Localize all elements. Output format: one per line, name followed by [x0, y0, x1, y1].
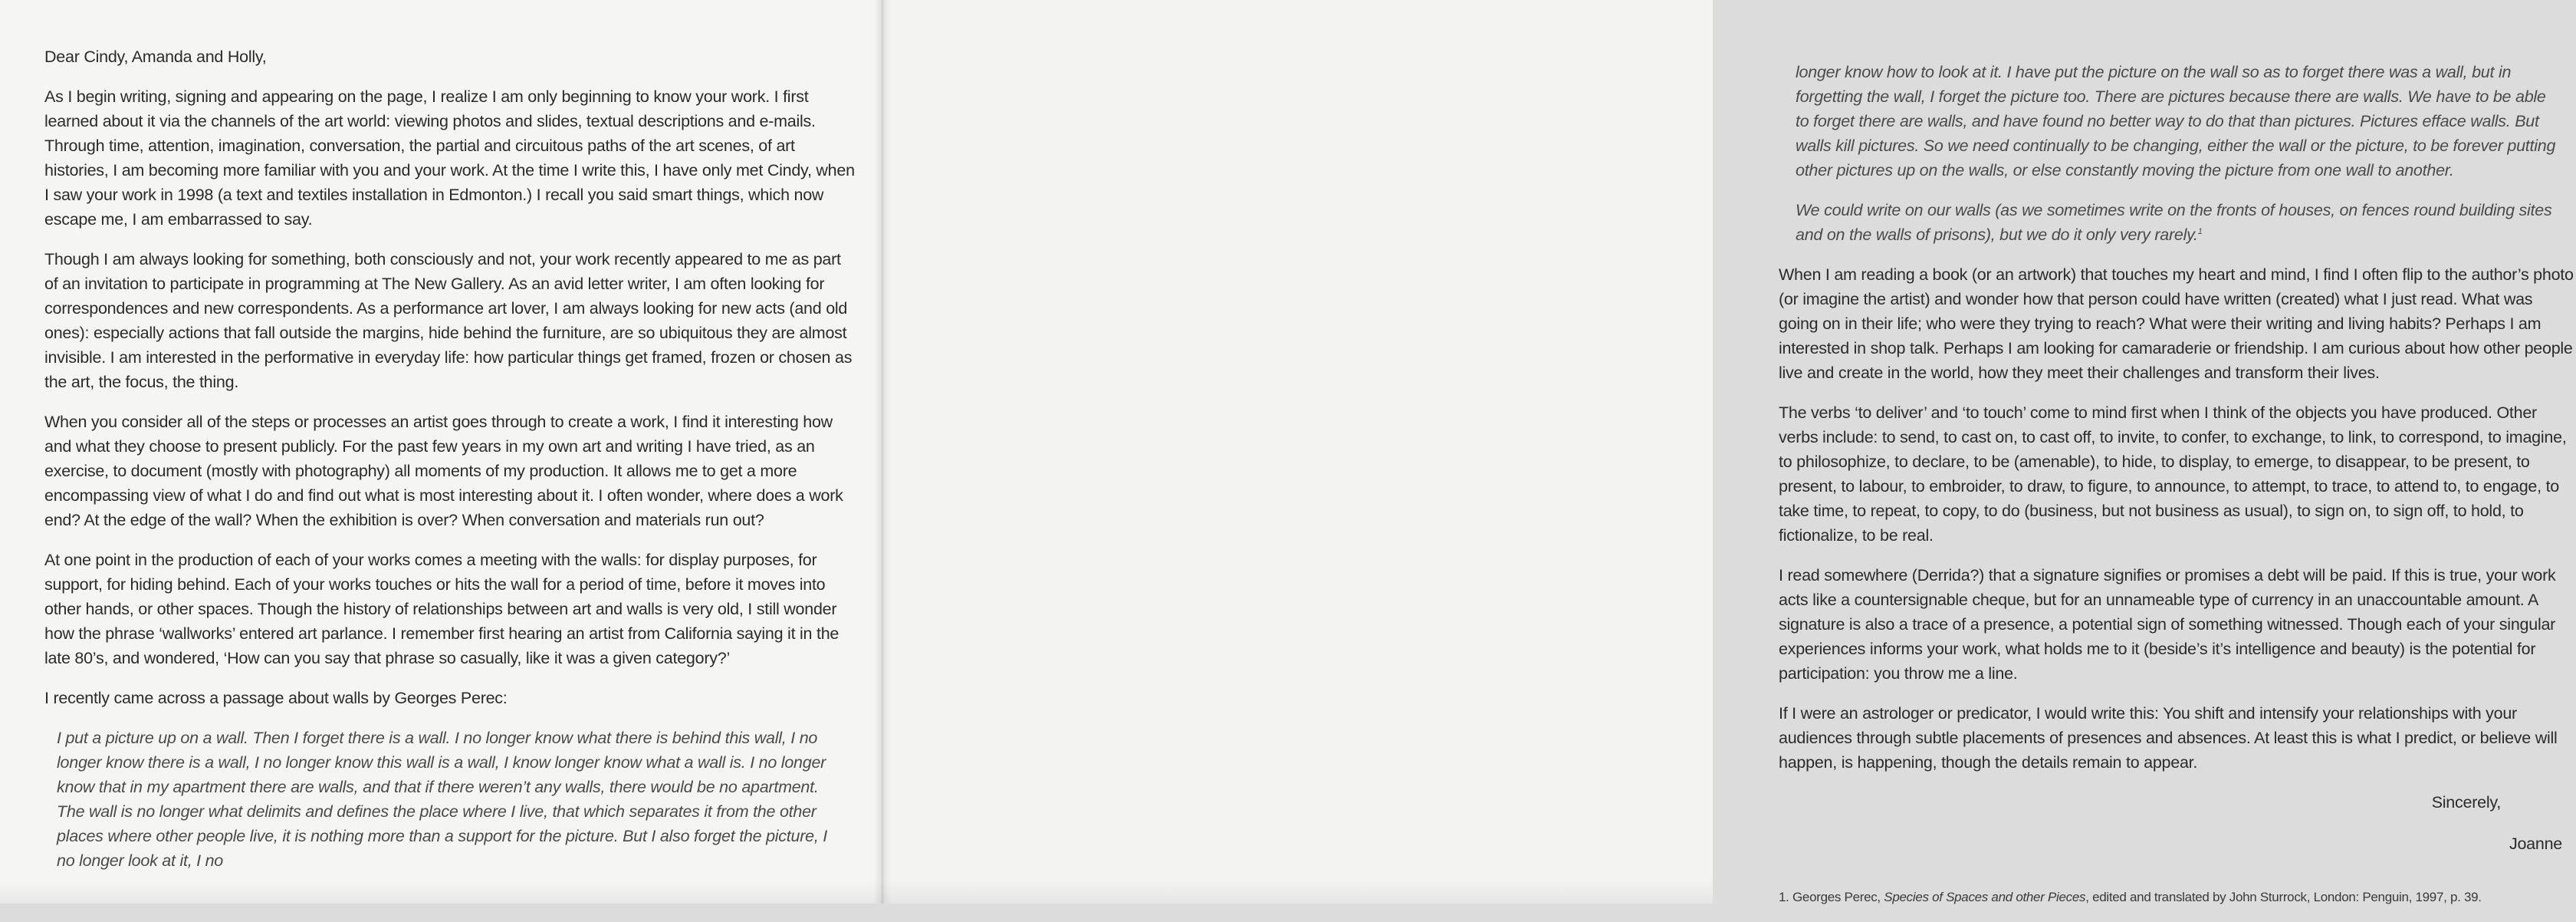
right-page: [882, 0, 2574, 904]
footnote-prefix: 1. Georges Perec,: [1779, 890, 1884, 904]
paragraph: If I were an astrologer or predicator, I would write this: You shift and intensify your relationships with your audiences through subtle placements of presences and absences. At least this is what I predict, or believe will happen, is happening, though the details remain to appear.: [1779, 704, 2558, 772]
paragraph: When I am reading a book (or an artwork) that touches my heart and mind, I find I often flip to the author’s photo (or imagine the artist) and wonder how that person could have written (created) what I just read. What was going on in their life; who were they trying to reach? What were their writing and living habits? Perhaps I am interested in shop talk. Perhaps I am looking for camaraderie or friendship. I am curious about how other people live and create in the world, how they meet their challenges and transform their lives.: [1779, 265, 2574, 382]
perec-quote-continued: longer know how to look at it. I have put the picture on the wall so as to forget there was a wall, but in forgetting the wall, I forget the picture too. There are pictures because there are walls. We have to be able to forget there are walls, and have found no better way to do that than pictures. Pictures efface walls. But walls kill pictures. So we need continually to be changing, either the wall or the picture, to be forever putting other pictures up on the walls, or else constantly moving the picture from one wall to another.: [1796, 63, 2556, 179]
footnote-suffix: , edited and translated by John Sturrock, London: Penguin, 1997, p. 39.: [2085, 890, 2482, 904]
closing: Sincerely,: [2431, 793, 2501, 812]
footnote-title: Species of Spaces and other Pieces: [1884, 890, 2086, 904]
left-page: [0, 0, 882, 904]
book-gutter: [874, 0, 891, 904]
paragraph: I read somewhere (Derrida?) that a signature signifies or promises a debt will be paid. If this is true, your work acts like a countersignable cheque, but for an unnameable type of currency in an unaccountable amount. A signature is also a trace of a presence, a potential sign of something witnessed. Though each of your singular experiences informs your work, what holds me to it (beside’s it’s intelligence and beauty) is the potential for participation: you throw me a line.: [1779, 566, 2556, 683]
paragraph: The verbs ‘to deliver’ and ‘to touch’ come to mind first when I think of the objects you have produced. Other verbs include: to send, to cast on, to cast off, to invite, to confer, to exchange, to link, to correspond, to imagine, to philosophize, to declare, to be (amenable), to hide, to display, to emerge, to disappear, to be present, to present, to labour, to embroider, to draw, to figure, to announce, to attempt, to trace, to attend to, to engage, to take time, to repeat, to copy, to do (business, but not business as usual), to sign on, to sign off, to hold, to fictionalize, to be real.: [1779, 403, 2567, 545]
paragraph: As I begin writing, signing and appearing on the page, I realize I am only beginning to know your work. I first learned about it via the channels of the art world: viewing photos and slides, textual descriptions and e-mails. Through time, attention, imagination, conversation, the partial and circuitous paths of the art scenes, of art histories, I am becoming more familiar with you and your work. At the time I write this, I have only met Cindy, when I saw your work in 1998 (a text and textiles installation in Edmonton.) I recall you said smart things, which now escape me, I am embarrassed to say.: [44, 87, 855, 229]
paragraph: At one point in the production of each of your works comes a meeting with the walls: for display purposes, for support, for hiding behind. Each of your works touches or hits the wall for a period of time, before it moves into other hands, or other spaces. Though the history of relationships between art and walls is very old, I still wonder how the phrase ‘wallworks’ entered art parlance. I remember first hearing an artist from California saying it in the late 80’s, and wondered, ‘How can you say that phrase so casually, like it was a given category?’: [44, 551, 840, 667]
quote-text: We could write on our walls (as we sometimes write on the fronts of houses, on fences round building sites and on the walls of prisons), but we do it only very rarely.: [1796, 201, 2552, 244]
footnote: [1779, 888, 2576, 907]
paragraph: Though I am always looking for something, both consciously and not, your work recently appeared to me as part of an invitation to participate in programming at The New Gallery. As an avid letter writer, I am often looking for correspondences and new correspondents. As a performance art lover, I am always looking for new acts (and old ones): especially actions that fall outside the margins, hide behind the furniture, are so ubiquitous they are almost invisible. I am interested in the performative in everyday life: how particular things get framed, frozen or chosen as the art, the focus, the thing.: [44, 250, 853, 391]
salutation: Dear Cindy, Amanda and Holly,: [44, 48, 267, 66]
left-text-column: [44, 44, 857, 873]
perec-quote: I put a picture up on a wall. Then I forget there is a wall. I no longer know what there is behind this wall, I no longer know there is a wall, I no longer know this wall is a wall, I know longer know what a wall is. I no longer know that in my apartment there are walls, and that if there weren’t any walls, there would be no apartment. The wall is no longer what delimits and defines the place where I live, that which separates it from the other places where other people live, it is nothing more than a support for the picture. But I also forget the picture, I no longer look at it, I no: [57, 729, 828, 870]
page-bottom-edge: [0, 881, 1713, 904]
footnote-marker: 1: [2197, 226, 2203, 236]
signature: Joanne: [2509, 835, 2562, 853]
paragraph: When you consider all of the steps or processes an artist goes through to create a work, I find it interesting how and what they choose to present publicly. For the past few years in my own art and writing I have tried, as an exercise, to document (mostly with photography) all moments of my production. It allows me to get a more encompassing view of what I do and find out what is most interesting about it. I often wonder, where does a work end? At the edge of the wall? When the exhibition is over? When conversation and materials run out?: [44, 413, 843, 529]
right-text-column: [1779, 60, 2576, 922]
perec-quote-second: [1796, 198, 2561, 247]
paragraph: I recently came across a passage about walls by Georges Perec:: [44, 689, 508, 707]
